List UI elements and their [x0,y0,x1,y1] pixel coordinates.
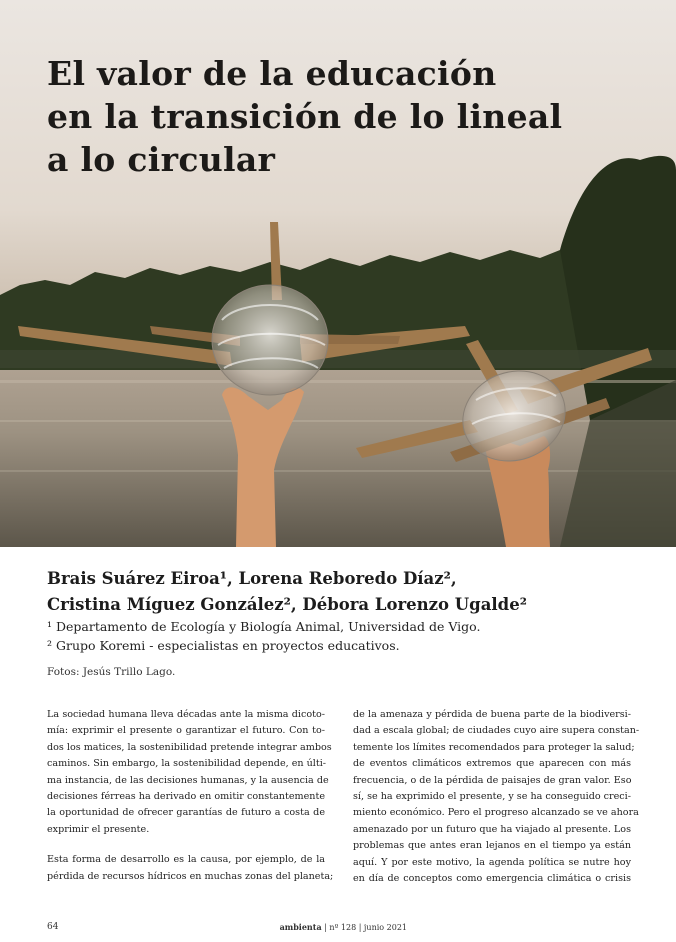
authors-line: Cristina Míguez González², Débora Lorenzo Ugalde² [47,595,527,614]
body-column-left [47,707,334,899]
text-line: aquí. Y por este motivo, la agenda política se nutre hoy [353,856,631,868]
text-line: decisiones férreas ha derivado en omitir constantemente [47,791,325,803]
text-line: de eventos climáticos extremos que aparecen con más [353,758,631,770]
text-line: problemas que antes eran lejanos en el tiempo ya están [353,840,631,852]
magazine-name: ambienta [279,922,322,932]
text-line: la oportunidad de ofrecer garantías de futuro a costa de [47,807,325,819]
authors [47,566,647,618]
affiliation-line: ¹ Departamento de Ecología y Biología Animal, Universidad de Vigo. [47,619,481,634]
text-line: mía: exprimir el presente o garantizar el futuro. Con to- [47,725,325,737]
magazine-footer [280,922,407,932]
paragraph [353,707,640,887]
title-line: a lo circular [47,140,276,179]
text-line: pérdida de recursos hídricos en muchas zonas del planeta; [47,870,334,882]
photo-credit: Fotos: Jesús Trillo Lago. [47,666,176,678]
text-line: ma instancia, de las decisiones humanas, y la ausencia de [47,774,329,786]
affiliations [47,617,647,655]
page-number: 64 [47,922,59,932]
text-line: dos los matices, la sostenibilidad pretende integrar ambos [47,741,332,753]
text-line: de la amenaza y pérdida de buena parte de la biodiversi- [353,709,631,720]
text-line: amenazado por un futuro que ha viajado al presente. Los [353,823,631,835]
text-line: miento económico. Pero el progreso alcanzado se ve ahora [353,807,639,819]
text-line: exprimir el presente. [47,823,150,835]
title-line: en la transición de lo lineal [47,97,563,136]
affiliation-line: ² Grupo Koremi - especialistas en proyectos educativos. [47,638,400,653]
magazine-issue: | nº 128 | junio 2021 [324,923,407,932]
text-line: temente los límites recomendados para proteger la salud; [353,741,635,753]
paragraph [47,852,334,885]
authors-line: Brais Suárez Eiroa¹, Lorena Reboredo Díaz², [47,569,457,588]
text-line: La sociedad humana lleva décadas ante la misma dicoto- [47,709,325,720]
text-line: dad a escala global; de ciudades cuyo aire supera constan- [353,725,640,737]
text-line: Esta forma de desarrollo es la causa, por ejemplo, de la [47,854,325,866]
text-line: caminos. Sin embargo, la sostenibilidad depende, en últi- [47,758,327,770]
text-line: en día de conceptos como emergencia climática o crisis [353,873,631,885]
paragraph [47,707,332,838]
text-line: sí, se ha exprimido el presente, y se ha conseguido creci- [353,791,631,803]
text-line: frecuencia, o de la pérdida de paisajes de gran valor. Eso [353,774,632,786]
title-line: El valor de la educación [47,54,497,93]
article-title [47,52,647,181]
body-column-right [353,707,640,901]
